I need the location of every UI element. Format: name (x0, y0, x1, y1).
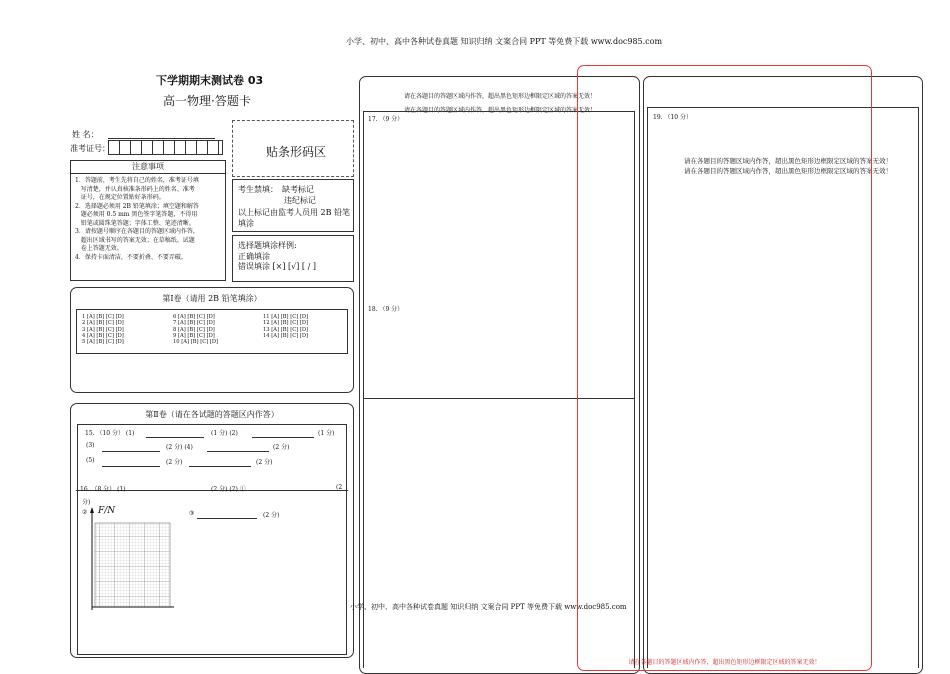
q15-line2-a: (3) (86, 442, 95, 449)
q16-line1-a: 16. （8 分） (1) (80, 486, 126, 493)
q19-label: 19. （10 分） (653, 114, 692, 121)
notice-line: 超出区域书写的答案无效；在草稿纸、试题 (75, 236, 195, 244)
choice-row[interactable]: 6 [A] [B] [C] [D] (173, 314, 215, 320)
notice-line: 1．答题前，考生先将自己的姓名，准考证号填 (75, 177, 199, 184)
q15-line1-b: (1 分) (2) (211, 430, 238, 437)
q15-line2-b: (2 分) (4) (166, 444, 193, 451)
q16-line1-c: (2 (336, 484, 343, 491)
middle-warning-1: 请在各题目的答题区域内作答，超出黑色矩形边框限定区域的答案无效！ (403, 93, 596, 100)
choice-row[interactable]: 1 [A] [B] [C] [D] (82, 314, 124, 320)
choice-row[interactable]: 9 [A] [B] [C] [D] (173, 332, 215, 339)
choices-col-1[interactable] (82, 314, 124, 345)
q15-line3-c: (2 分) (256, 459, 273, 466)
name-field[interactable] (108, 138, 215, 139)
choice-row[interactable]: 7 [A] [B] [C] [D] (173, 320, 215, 327)
notice-line: 3．请按题号顺序在各题目的答题区域内作答， (75, 228, 199, 235)
barcode-area (232, 120, 354, 177)
q15-line2-c: (2 分) (273, 444, 290, 451)
notice-line: 铅笔或圆珠笔答题；字体工整、笔迹清晰。 (75, 219, 195, 227)
q16-blank-3[interactable] (197, 518, 257, 519)
absent-mark-label[interactable]: 缺考标记 (282, 185, 314, 194)
section2-title: 第Ⅱ卷（请在各试题的答题区内作答） (145, 410, 279, 419)
choice-row[interactable]: 14 [A] [B] [C] [D] (263, 332, 309, 339)
sample-title: 选择题填涂样例: (238, 241, 297, 250)
red-warning: 请在各题目的答题区域内作答，超出黑色矩形边框限定区域的答案无效！ (628, 659, 821, 666)
notice-line: 4．保持卡面清洁，不要折叠、不要弄破。 (75, 253, 187, 261)
q16-circle-2: ② (82, 509, 88, 516)
forbid-label: 考生禁填： (238, 185, 278, 194)
q18-label: 18. （9 分） (368, 306, 404, 313)
red-overlay-frame (577, 65, 872, 671)
notice-line: 题必须用 0.5 mm 黑色签字笔答题，不得用 (75, 211, 198, 218)
axis-label: F/N (98, 506, 116, 516)
wrong-fill-label: 错误填涂 [×] [√] [ / ] (238, 262, 316, 271)
q15-blank-1[interactable] (146, 437, 204, 438)
exam-subtitle: 高一物理·答题卡 (163, 94, 251, 108)
exam-no-label: 准考证号： (70, 144, 110, 153)
q15-blank-2[interactable] (252, 437, 314, 438)
q15-line1-a: 15. （10 分） (1) (85, 430, 135, 437)
choice-row[interactable]: 12 [A] [B] [C] [D] (263, 320, 309, 327)
page-header-text: 小学、初中、高中各种试卷真题 知识归纳 文案合同 PPT 等免费下载 www.doc985.com (346, 37, 663, 46)
barcode-label: 贴条形码区 (266, 145, 327, 159)
choice-row[interactable]: 4 [A] [B] [C] [D] (82, 332, 124, 339)
notice-line: 写清楚，并认真核准条形码上的姓名、准考 (75, 185, 195, 193)
choice-row[interactable]: 3 [A] [B] [C] [D] (82, 326, 124, 333)
graph-grid[interactable] (84, 506, 176, 612)
notice-box (70, 160, 226, 281)
section1-title: 第Ⅰ卷（请用 2B 铅笔填涂） (162, 294, 262, 303)
notice-line: 证号，在规定位置贴好条形码。 (75, 194, 165, 201)
correct-fill-label: 正确填涂 (238, 252, 270, 261)
choice-row[interactable]: 13 [A] [B] [C] [D] (263, 326, 309, 333)
right-warning-2: 请在各题目的答题区域内作答，超出黑色矩形边框限定区域的答案无效！ (684, 167, 892, 175)
middle-warning-2: 请在各题目的答题区域内作答，超出黑色矩形边框限定区域的答案无效！ (403, 107, 596, 114)
q15-blank-5[interactable] (102, 466, 160, 467)
q15-blank-4[interactable] (207, 451, 269, 452)
notice-line: 卷上答题无效。 (75, 245, 123, 252)
choice-row[interactable]: 10 [A] [B] [C] [D] (173, 339, 219, 346)
q16-score-3: (2 分) (263, 512, 280, 519)
q16-line1-b: (2 分) (2) ① (211, 486, 246, 493)
q16-circle-3: ③ (189, 510, 195, 517)
choice-row[interactable]: 2 [A] [B] [C] [D] (82, 320, 124, 327)
forbid-note: 以上标记由监考人员用 2B 铅笔填涂 (238, 208, 351, 228)
right-warning-1: 请在各题目的答题区域内作答，超出黑色矩形边框限定区域的答案无效！ (684, 157, 892, 165)
choice-row[interactable]: 11 [A] [B] [C] [D] (263, 314, 309, 320)
section1-box (70, 287, 354, 393)
choices-area (76, 309, 348, 354)
sample-box (232, 235, 354, 282)
name-label: 姓 名： (72, 130, 99, 139)
choice-row[interactable]: 8 [A] [B] [C] [D] (173, 326, 215, 333)
q15-line3-b: (2 分) (166, 459, 183, 466)
q15-blank-3[interactable] (102, 451, 160, 452)
q16-line1-d: 分) (82, 499, 91, 506)
notice-list (71, 174, 225, 262)
notice-line: 2．选择题必须用 2B 铅笔填涂；填空题和解答 (75, 202, 199, 210)
violation-mark-label[interactable]: 违纪标记 (284, 196, 316, 205)
choices-col-2[interactable] (173, 314, 218, 345)
choice-row[interactable]: 5 [A] [B] [C] [D] (82, 339, 124, 346)
q15-line1-c: (1 分) (318, 430, 335, 437)
exam-no-grid[interactable] (108, 140, 223, 155)
q15-blank-6[interactable] (189, 466, 251, 467)
choices-col-3[interactable] (263, 314, 308, 339)
notice-title: 注意事项 (71, 161, 225, 174)
forbid-box (232, 179, 354, 232)
page-footer-text: 小学、初中、高中各种试卷真题 知识归纳 文案合同 PPT 等免费下载 www.doc985.com (350, 603, 627, 611)
q15-line3-a: (5) (86, 457, 95, 464)
exam-title: 下学期期末测试卷 03 (156, 74, 264, 87)
q17-label: 17. （9 分） (368, 116, 404, 123)
